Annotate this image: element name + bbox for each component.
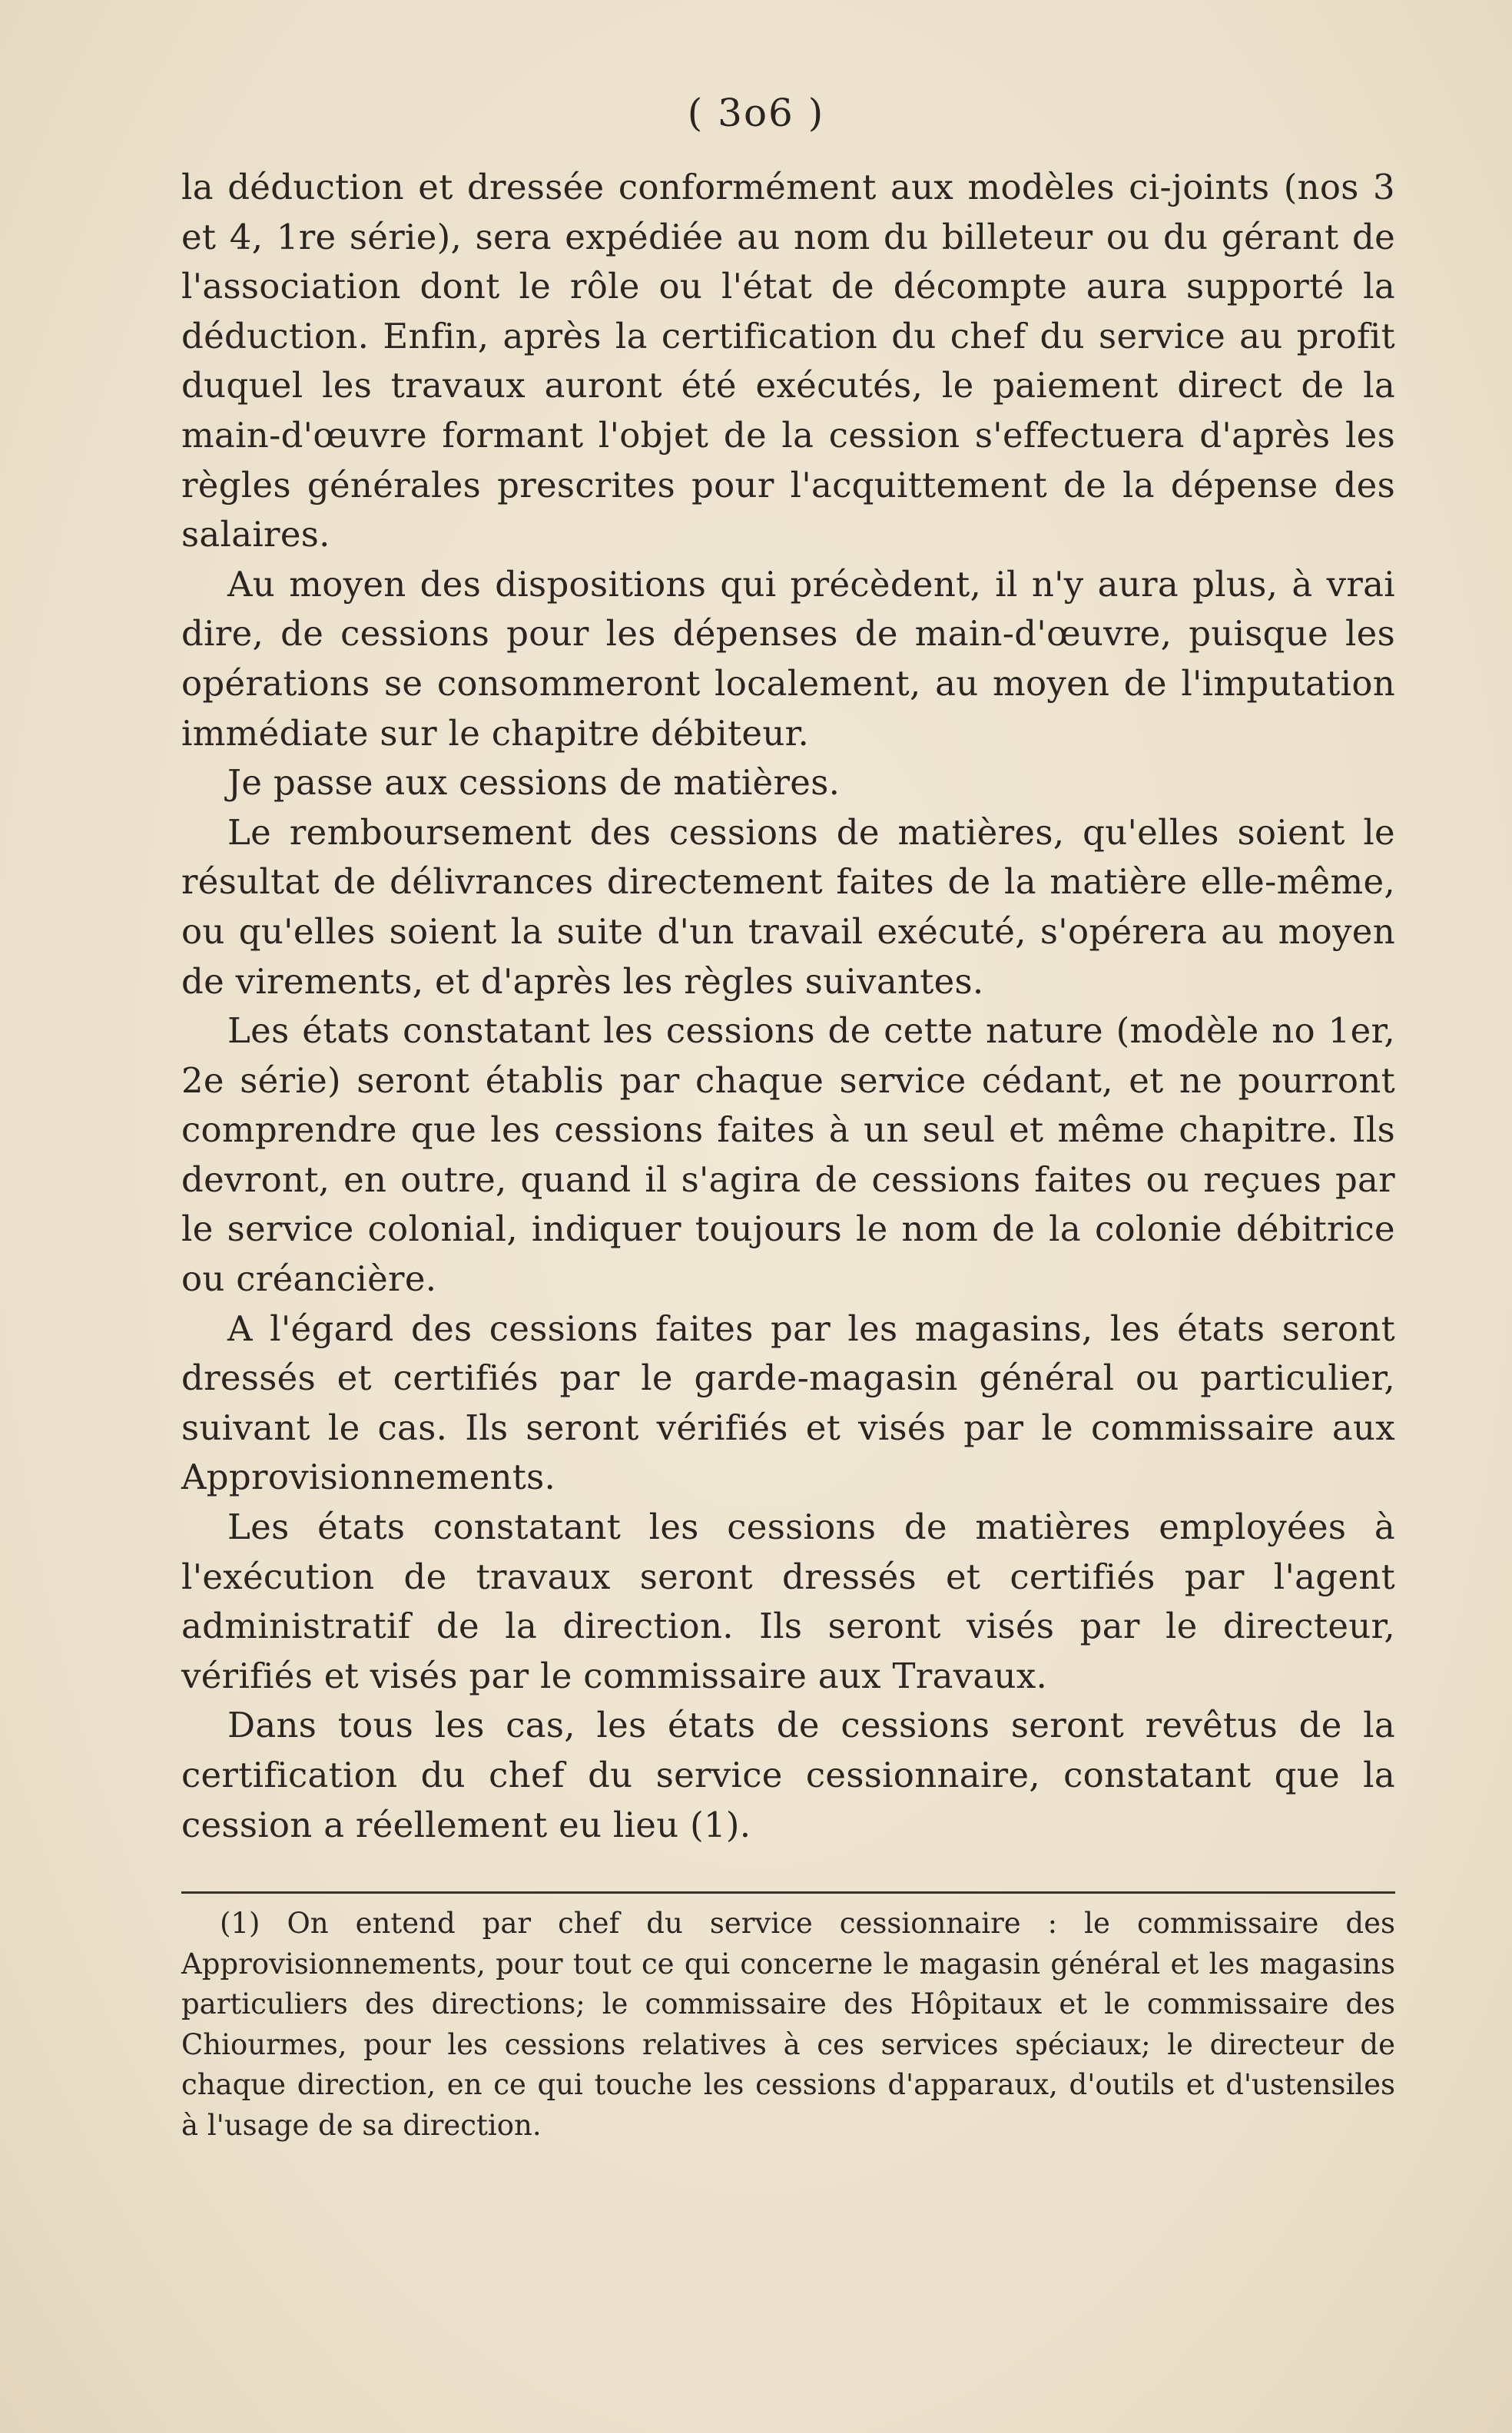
paragraph: A l'égard des cessions faites par les magasins, les états seront dressés et certifiés par le garde-magasin général ou particulier, suivant le cas. Ils seront vérifiés et visés par le commissaire aux Approvisionnements. — [181, 1308, 1395, 1498]
main-text — [181, 163, 1395, 1850]
paragraph: Je passe aux cessions de matières. — [227, 762, 841, 804]
paragraph: Les états constatant les cessions de cette nature (modèle no 1er, 2e série) seront établis par chaque service cédant, et ne pourront comprendre que les cessions faites à un seul et même chapitre. Ils devront, en outre, quand il s'agira de cessions faites ou reçues par le service colonial, indiquer toujours le nom de la colonie débitrice ou créancière. — [181, 1010, 1395, 1300]
footnotes — [181, 1904, 1395, 2146]
page-number: ( 3o6 ) — [687, 91, 825, 135]
paragraph: Au moyen des dispositions qui précèdent, il n'y aura plus, à vrai dire, de cessions pour les dépenses de main-d'œuvre, puisque les opérations se consommeront localement, au moyen de l'imputation immédiate sur le chapitre débiteur. — [181, 563, 1395, 754]
paragraph: Dans tous les cas, les états de cessions seront revêtus de la certification du chef du service cessionnaire, constatant que la cession a réellement eu lieu (1). — [181, 1705, 1395, 1845]
paragraph: Les états constatant les cessions de matières employées à l'exécution de travaux seront dressés et certifiés par l'agent administratif de la direction. Ils seront visés par le directeur, vérifiés et visés par le commissaire aux Travaux. — [181, 1507, 1395, 1696]
paragraph: Le remboursement des cessions de matières, qu'elles soient le résultat de délivrances directement faites de la matière elle-même, ou qu'elles soient la suite d'un travail exécuté, s'opérera au moyen de virements, et d'après les règles suivantes. — [181, 811, 1395, 1002]
paragraph: la déduction et dressée conformément aux modèles ci-joints (nos 3 et 4, 1re série), sera expédiée au nom du billeteur ou du gérant de l'association dont le rôle ou l'état de décompte aura supporté la déduction. Enfin, après la certification du chef du service au profit duquel les travaux auront été exécutés, le paiement direct de la main-d'œuvre formant l'objet de la cession s'effectuera d'après les règles générales prescrites pour l'acquittement de la dépense des salaires. — [181, 167, 1395, 555]
footnote: (1) On entend par chef du service cessionnaire : le commissaire des Approvisionnements, pour tout ce qui concerne le magasin général et les magasins particuliers des directions; le commissaire des Hôpitaux et le commissaire des Chiourmes, pour les cessions relatives à ces services spéciaux; le directeur de chaque direction, en ce qui touche les cessions d'apparaux, d'outils et d'ustensiles à l'usage de sa direction. — [181, 1907, 1395, 2142]
footnote-divider — [181, 1891, 1395, 1894]
